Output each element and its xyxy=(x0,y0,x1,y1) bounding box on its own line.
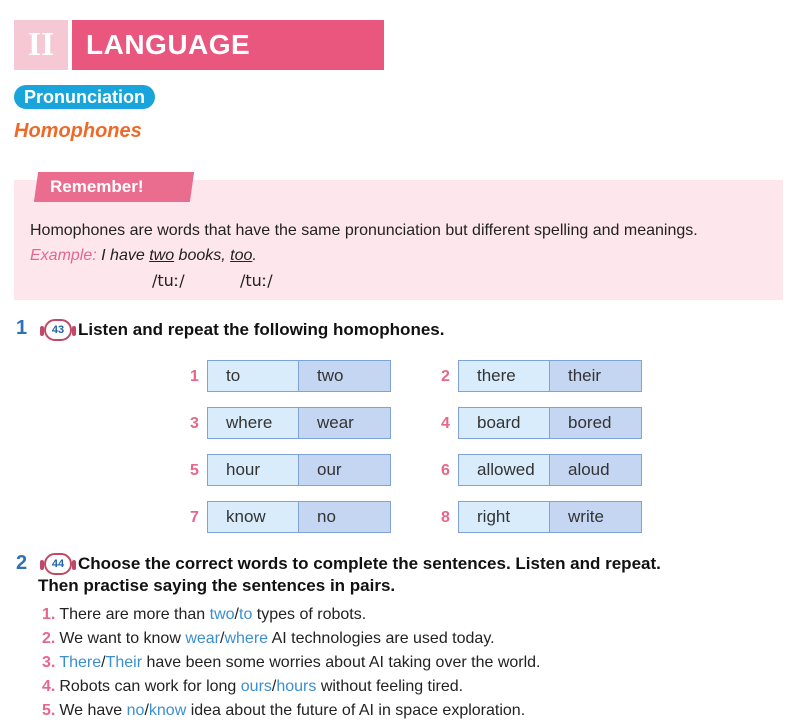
pair-word-b: write xyxy=(550,501,642,533)
pair-number: 1 xyxy=(190,368,199,385)
sentence-list xyxy=(42,603,541,723)
section-roman-numeral: II xyxy=(14,20,68,70)
homophone-pair xyxy=(207,407,391,439)
homophone-pair xyxy=(207,454,391,486)
pair-word-a: hour xyxy=(207,454,299,486)
pair-word-a: board xyxy=(458,407,550,439)
track-number: 44 xyxy=(51,558,65,570)
remember-tag xyxy=(34,172,194,202)
sentence-post: have been some worries about AI taking over the world. xyxy=(142,654,541,671)
sentence-number: 5. xyxy=(42,702,56,719)
word-option[interactable]: two xyxy=(209,606,235,623)
example-end: . xyxy=(252,247,257,264)
pair-word-a: right xyxy=(458,501,550,533)
homophones-heading: Homophones xyxy=(14,120,142,142)
sentence-post: without feeling tired. xyxy=(316,678,464,695)
sentence-item: 4. Robots can work for long ours/hours without feeling tired. xyxy=(42,678,464,695)
pair-word-b: aloud xyxy=(550,454,642,486)
pair-number: 8 xyxy=(441,509,450,526)
sentence-pre: There are more than xyxy=(59,606,210,623)
sentence-pre: We want to know xyxy=(59,630,186,647)
pair-word-a: where xyxy=(207,407,299,439)
pair-word-b: our xyxy=(299,454,391,486)
ipa-too: /tuː/ xyxy=(240,271,273,290)
audio-track-44-icon[interactable] xyxy=(44,553,72,575)
section-header xyxy=(14,20,384,70)
sentence-item: 3. There/Their have been some worries about AI taking over the world. xyxy=(42,654,541,671)
sentence-item: 1. There are more than two/to types of robots. xyxy=(42,606,367,623)
pair-word-a: allowed xyxy=(458,454,550,486)
homophone-pair xyxy=(458,407,642,439)
sentence-post: AI technologies are used today. xyxy=(268,630,495,647)
sentence-number: 1. xyxy=(42,606,56,623)
pair-word-b: no xyxy=(299,501,391,533)
pair-word-a: to xyxy=(207,360,299,392)
sentence-item: 2. We want to know wear/where AI technologies are used today. xyxy=(42,630,495,647)
word-option[interactable]: ours xyxy=(240,678,272,695)
track-number: 43 xyxy=(51,324,65,336)
sentence-pre: Robots can work for long xyxy=(59,678,241,695)
sentence-number: 2. xyxy=(42,630,56,647)
example-sentence xyxy=(30,247,257,265)
pair-number: 5 xyxy=(190,462,199,479)
pair-word-b: two xyxy=(299,360,391,392)
section-title: LANGUAGE xyxy=(72,20,384,70)
example-mid: books, xyxy=(174,247,231,264)
word-option[interactable]: know xyxy=(148,702,187,719)
homophone-pair xyxy=(458,454,642,486)
sentence-item: 5. We have no/know idea about the future of AI in space exploration. xyxy=(42,702,526,719)
homophone-pair xyxy=(458,360,642,392)
example-word-two: two xyxy=(149,247,175,264)
homophone-pair xyxy=(207,360,391,392)
pronunciation-label: Pronunciation xyxy=(14,85,155,109)
pair-word-b: their xyxy=(550,360,642,392)
pair-word-a: there xyxy=(458,360,550,392)
example-label: Example: xyxy=(30,247,97,264)
example-word-too: too xyxy=(230,247,253,264)
example-text xyxy=(101,247,257,264)
pair-word-b: bored xyxy=(550,407,642,439)
exercise-1-instruction: Listen and repeat the following homophones. xyxy=(78,320,445,339)
pair-number: 2 xyxy=(441,368,450,385)
sentence-number: 4. xyxy=(42,678,56,695)
word-option[interactable]: Their xyxy=(105,654,143,671)
pair-number: 3 xyxy=(190,415,199,432)
word-option[interactable]: hours xyxy=(276,678,317,695)
sentence-post: idea about the future of AI in space exploration. xyxy=(186,702,526,719)
exercise-2-instruction-line-1: Choose the correct words to complete the sentences. Listen and repeat. xyxy=(78,554,661,573)
homophone-definition: Homophones are words that have the same pronunciation but different spelling and meanings. xyxy=(30,222,698,239)
pair-word-a: know xyxy=(207,501,299,533)
sentence-pre: We have xyxy=(59,702,127,719)
pair-word-b: wear xyxy=(299,407,391,439)
word-option[interactable]: where xyxy=(224,630,269,647)
example-pre: I have xyxy=(101,247,150,264)
word-option[interactable]: to xyxy=(239,606,253,623)
audio-track-43-icon[interactable] xyxy=(44,319,72,341)
exercise-1-number: 1 xyxy=(16,317,28,339)
homophone-pair xyxy=(207,501,391,533)
pair-number: 6 xyxy=(441,462,450,479)
sentence-post: types of robots. xyxy=(252,606,367,623)
word-option[interactable]: wear xyxy=(185,630,221,647)
pair-number: 4 xyxy=(441,415,450,432)
sentence-number: 3. xyxy=(42,654,56,671)
word-option[interactable]: no xyxy=(126,702,145,719)
exercise-2-number: 2 xyxy=(16,552,28,574)
exercise-2-instruction-line-2: Then practise saying the sentences in pairs. xyxy=(38,576,396,595)
homophone-pair xyxy=(458,501,642,533)
remember-tag-label: Remember! xyxy=(50,177,144,196)
ipa-two: /tuː/ xyxy=(152,271,185,290)
word-option[interactable]: There xyxy=(59,654,102,671)
pair-number: 7 xyxy=(190,509,199,526)
